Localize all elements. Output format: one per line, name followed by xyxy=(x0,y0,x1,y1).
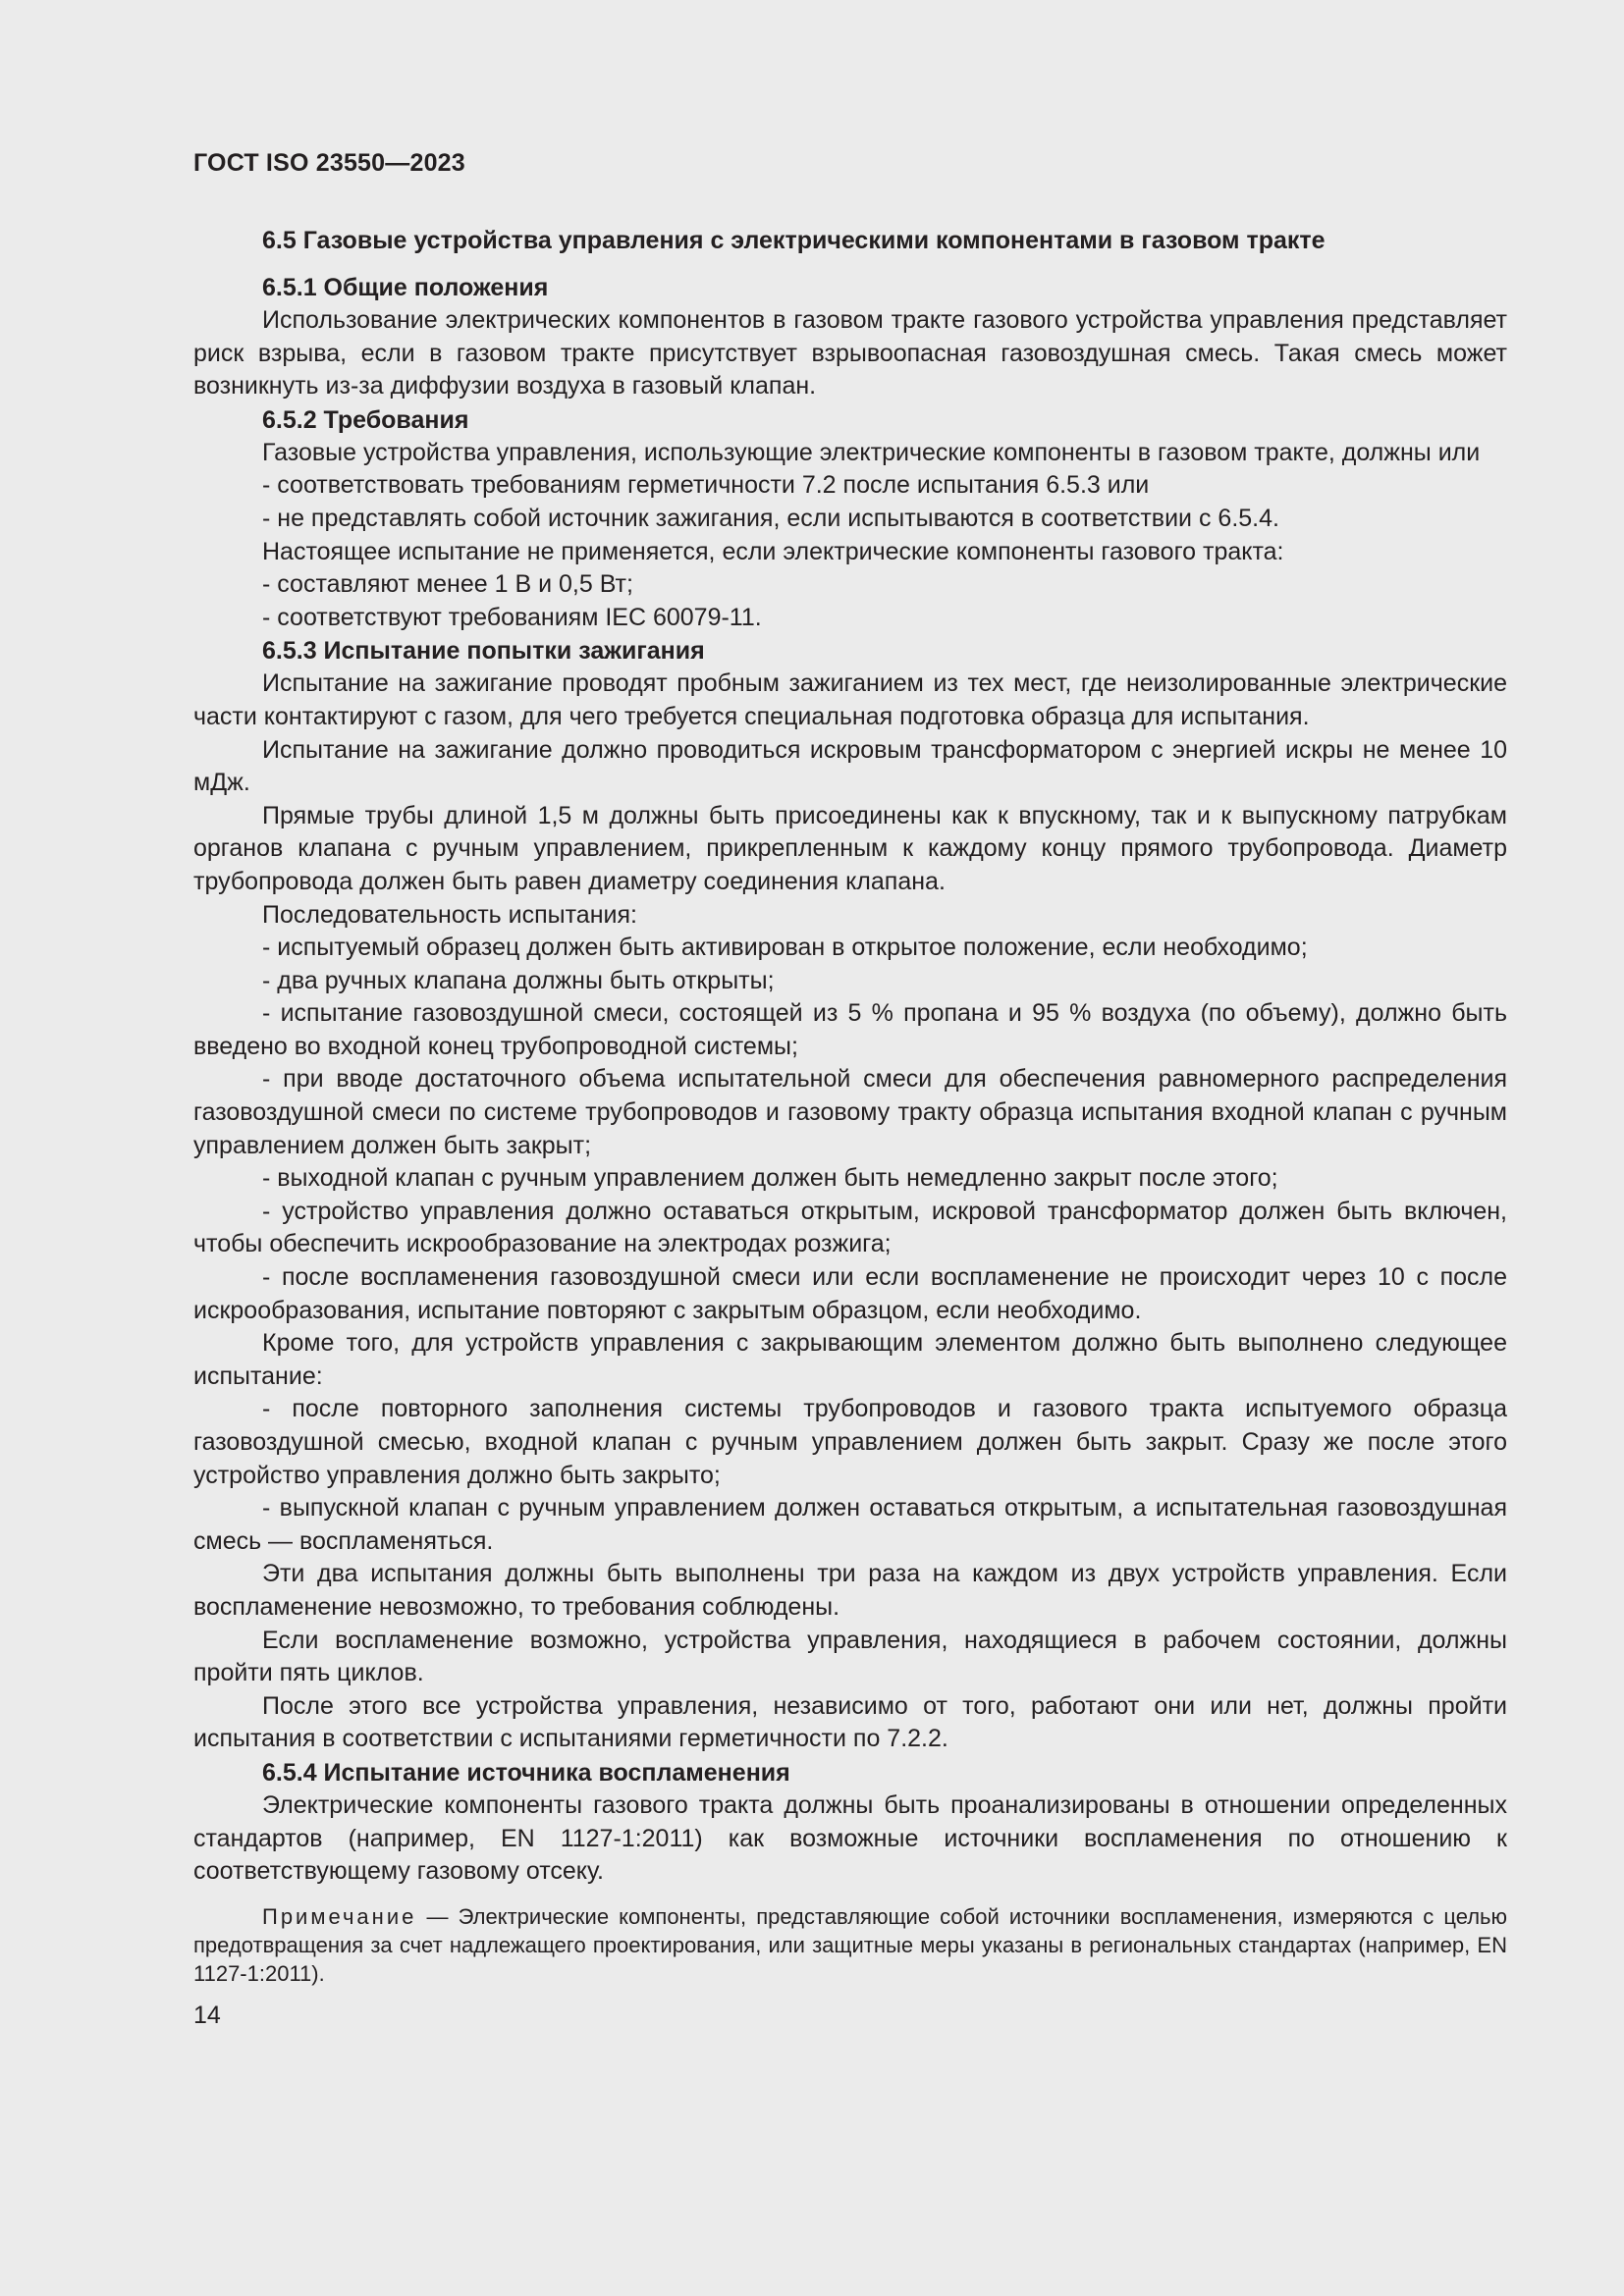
subsection-6-5-4-title: 6.5.4 Испытание источника воспламенения xyxy=(262,1758,790,1787)
document-id-header: ГОСТ ISO 23550—2023 xyxy=(193,149,465,177)
list-item: - выпускной клапан с ручным управлением должен оставаться открытым, а испытательная газовоздушная смесь — воспламеняться. xyxy=(193,1494,1507,1555)
note xyxy=(193,1902,1507,1988)
page-number: 14 xyxy=(193,2001,221,2029)
subsection-6-5-3-title: 6.5.3 Испытание попытки зажигания xyxy=(262,637,705,666)
list-item: - соответствуют требованиям IEC 60079-11. xyxy=(262,603,762,631)
paragraph: Эти два испытания должны быть выполнены три раза на каждом из двух устройств управления. Если воспламенение невозможно, то требования соблюдены. xyxy=(193,1560,1507,1621)
list-item: - при вводе достаточного объема испытательной смеси для обеспечения равномерного распределения газовоздушной смеси по системе трубопроводов и газовому тракту образца испытания входной клапан с ручным управлением должен быть закрыт; xyxy=(193,1065,1507,1159)
subsection-6-5-2-title: 6.5.2 Требования xyxy=(262,405,469,434)
paragraph: Прямые трубы длиной 1,5 м должны быть присоединены как к впускному, так и к выпускному патрубкам органов клапана с ручным управлением, прикрепленным к каждому концу прямого трубопровода. Диаметр трубопровода должен быть равен диаметру соединения клапана. xyxy=(193,801,1507,895)
paragraph: Использование электрических компонентов в газовом тракте газового устройства управления представляет риск взрыва, если в газовом тракте присутствует взрывоопасная газовоздушная смесь. Такая смесь может возникнуть из-за диффузии воздуха в газовый клапан. xyxy=(193,306,1507,400)
paragraph: Если воспламенение возможно, устройства управления, находящиеся в рабочем состоянии, должны пройти пять циклов. xyxy=(193,1626,1507,1687)
paragraph: Кроме того, для устройств управления с закрывающим элементом должно быть выполнено следующее испытание: xyxy=(193,1329,1507,1390)
paragraph: Электрические компоненты газового тракта должны быть проанализированы в отношении определенных стандартов (например, EN 1127-1:2011) как возможные источники воспламенения по отношению к соответствующему газовому отсеку. xyxy=(193,1790,1507,1886)
section-6-5-title: 6.5 Газовые устройства управления с электрическими компонентами в газовом тракте xyxy=(262,227,1326,254)
note-text: — Электрические компоненты, представляющие собой источники воспламенения, измеряются с целью предотвращения за счет надлежащего проектирования, или защитные меры указаны в региональных стандартах (например, EN 1127-1:2011). xyxy=(193,1903,1507,1986)
list-item: - соответствовать требованиям герметичности 7.2 после испытания 6.5.3 или xyxy=(262,471,1150,500)
paragraph: Последовательность испытания: xyxy=(262,900,637,929)
list-item: - два ручных клапана должны быть открыты; xyxy=(262,966,775,994)
paragraph: Испытание на зажигание проводят пробным зажиганием из тех мест, где неизолированные электрические части контактируют с газом, для чего требуется специальная подготовка образца для испытания. xyxy=(193,669,1507,730)
list-item: - после повторного заполнения системы трубопроводов и газового тракта испытуемого образца газовоздушной смесью, входной клапан с ручным управлением должен быть закрыт. Сразу же после этого устройство управления должно быть закрыто; xyxy=(193,1395,1507,1489)
document-body xyxy=(193,224,1507,2030)
list-item: - устройство управления должно оставаться открытым, искровой трансформатор должен быть включен, чтобы обеспечить искрообразование на электродах розжига; xyxy=(193,1197,1507,1258)
subsection-6-5-1-title: 6.5.1 Общие положения xyxy=(262,274,549,301)
note-label: Примечание xyxy=(262,1903,417,1929)
paragraph: Испытание на зажигание должно проводиться искровым трансформатором с энергией искры не менее 10 мДж. xyxy=(193,735,1507,797)
list-item: - испытуемый образец должен быть активирован в открытое положение, если необходимо; xyxy=(262,934,1308,962)
list-item: - выходной клапан с ручным управлением должен быть немедленно закрыт после этого; xyxy=(262,1164,1278,1193)
list-item: - составляют менее 1 В и 0,5 Вт; xyxy=(262,570,633,599)
paragraph: Настоящее испытание не применяется, если электрические компоненты газового тракта: xyxy=(262,537,1284,565)
list-item: - испытание газовоздушной смеси, состоящей из 5 % пропана и 95 % воздуха (по объему), должно быть введено во входной конец трубопроводной системы; xyxy=(193,999,1507,1060)
list-item: - не представлять собой источник зажигания, если испытываются в соответствии с 6.5.4. xyxy=(262,504,1279,532)
list-item: - после воспламенения газовоздушной смеси или если воспламенение не происходит через 10 с после искрообразования, испытание повторяют с закрытым образцом, если необходимо. xyxy=(193,1263,1507,1324)
paragraph: После этого все устройства управления, независимо от того, работают они или нет, должны пройти испытания в соответствии с испытаниями герметичности по 7.2.2. xyxy=(193,1691,1507,1753)
paragraph: Газовые устройства управления, использующие электрические компоненты в газовом тракте, должны или xyxy=(262,438,1481,466)
